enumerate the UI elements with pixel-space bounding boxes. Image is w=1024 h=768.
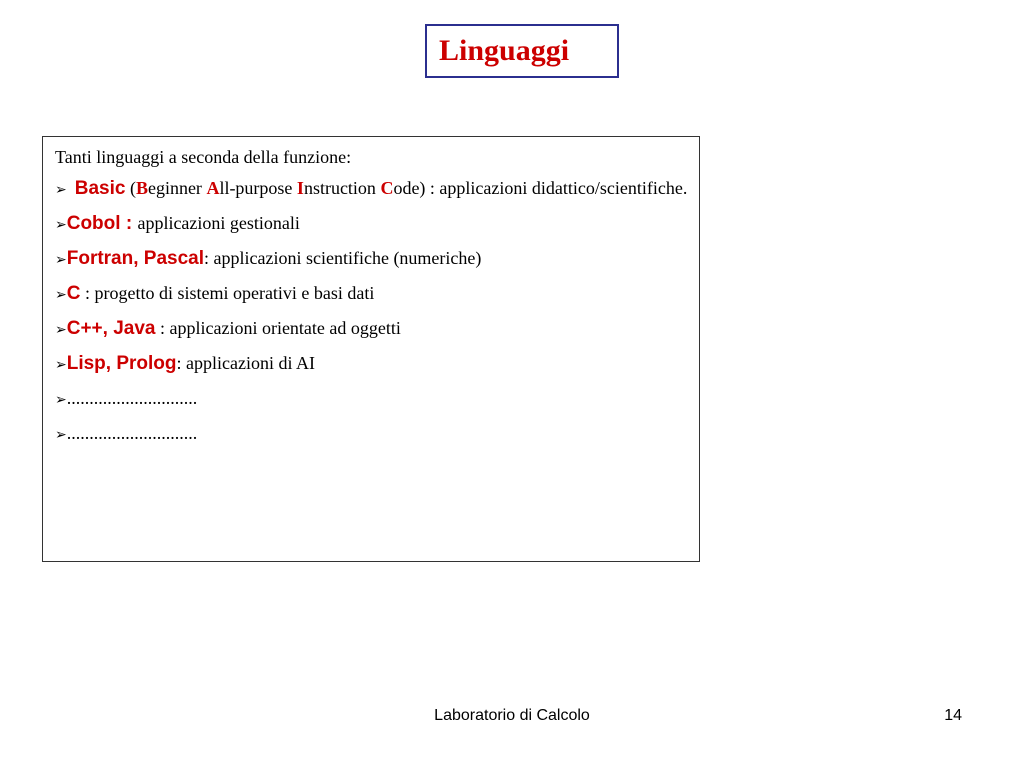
arrow-bullet-icon: ➢	[55, 182, 67, 198]
acronym-letter: A	[206, 178, 220, 198]
language-description: : applicazioni di AI	[176, 353, 315, 373]
placeholder-item	[55, 385, 689, 413]
footer-course-name: Laboratorio di Calcolo	[434, 707, 590, 724]
slide-title: Linguaggi	[439, 34, 570, 67]
arrow-bullet-icon: ➢	[55, 287, 67, 303]
language-description: : progetto di sistemi operativi e basi dati	[84, 283, 375, 303]
language-name: Lisp, Prolog	[66, 353, 177, 374]
arrow-bullet-icon: ➢	[55, 392, 67, 408]
arrow-bullet-icon: ➢	[55, 217, 67, 233]
page-number: 14	[944, 707, 962, 724]
list-item	[55, 280, 689, 308]
arrow-bullet-icon: ➢	[55, 252, 67, 268]
language-name: C	[66, 283, 81, 304]
content-box	[42, 136, 700, 562]
acronym-rest: nstruction	[303, 178, 381, 198]
language-name: Basic	[74, 178, 126, 199]
list-item	[55, 245, 689, 273]
arrow-bullet-icon: ➢	[55, 357, 67, 373]
separator: :	[120, 213, 138, 234]
acronym-letter: I	[296, 178, 304, 198]
list-item-basic	[55, 175, 689, 203]
arrow-bullet-icon: ➢	[55, 322, 67, 338]
placeholder-dots: .............................	[66, 388, 198, 408]
placeholder-item	[55, 420, 689, 448]
list-item	[55, 210, 689, 238]
arrow-bullet-icon: ➢	[55, 427, 67, 443]
acronym-letter: C	[380, 178, 394, 198]
placeholder-dots: .............................	[66, 423, 198, 443]
list-item	[55, 315, 689, 343]
language-name: Fortran, Pascal	[66, 248, 205, 269]
language-name: Cobol	[66, 213, 121, 234]
acronym-rest: ll-purpose	[219, 178, 297, 198]
language-description: : applicazioni orientate ad oggetti	[159, 318, 401, 338]
language-description: : applicazioni scientifiche (numeriche)	[204, 248, 482, 268]
intro-text: Tanti linguaggi a seconda della funzione:	[55, 147, 352, 167]
language-description: applicazioni gestionali	[137, 213, 300, 233]
acronym-letter: B	[135, 178, 148, 198]
list-item	[55, 350, 689, 378]
acronym-rest: eginner	[147, 178, 207, 198]
basic-paren: (	[125, 178, 136, 198]
slide-title-box	[425, 24, 619, 78]
language-name: C++, Java	[66, 318, 156, 339]
acronym-rest: ode) : applicazioni didattico/scientifiche.	[393, 178, 688, 198]
